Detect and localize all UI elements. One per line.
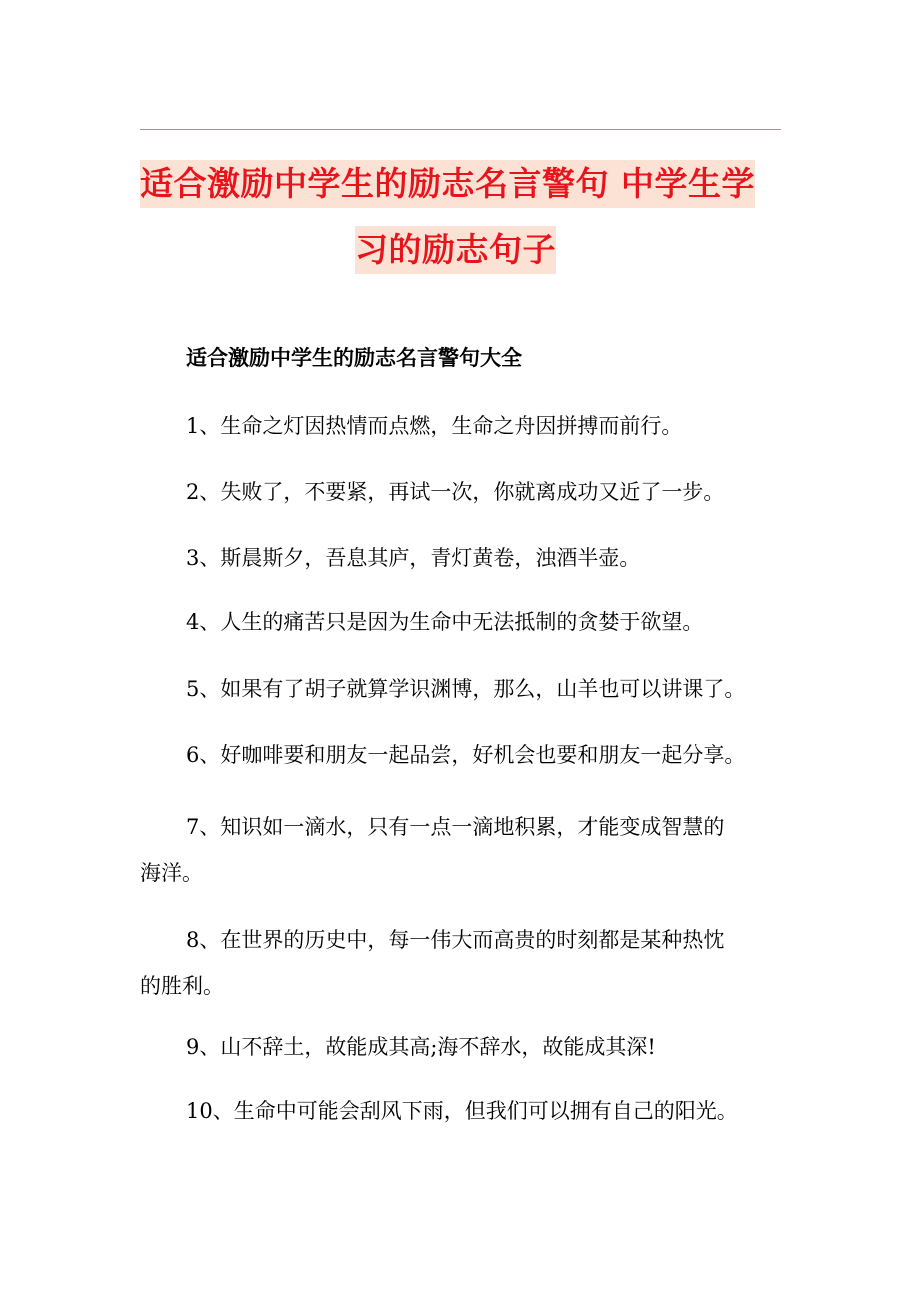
quote-text: 1、生命之灯因热情而点燃，生命之舟因拼搏而前行。 — [186, 414, 683, 438]
quote-text-continued: 的胜利。 — [140, 974, 224, 998]
quote-text: 6、好咖啡要和朋友一起品尝，好机会也要和朋友一起分享。 — [186, 743, 746, 767]
quote-text: 8、在世界的历史中，每一伟大而高贵的时刻都是某种热忱 — [186, 928, 725, 952]
quote-item-4 — [140, 608, 785, 636]
quote-text: 3、斯晨斯夕，吾息其庐，青灯黄卷，浊酒半壶。 — [186, 546, 641, 570]
quote-text: 2、失败了，不要紧，再试一次，你就离成功又近了一步。 — [186, 480, 725, 504]
document-title-line-1: 适合激励中学生的励志名言警句 中学生学 — [140, 160, 755, 208]
quote-item-1 — [140, 412, 785, 440]
quote-item-5 — [140, 675, 785, 703]
quote-item-3 — [140, 544, 785, 572]
quote-text: 4、人生的痛苦只是因为生命中无法抵制的贪婪于欲望。 — [186, 610, 704, 634]
quote-item-7 — [140, 804, 785, 896]
quote-text: 9、山不辞土，故能成其高;海不辞水，故能成其深! — [186, 1035, 656, 1059]
quote-item-10 — [140, 1097, 785, 1125]
header-rule — [140, 129, 781, 130]
quote-item-8 — [140, 917, 785, 1009]
quote-text: 10、生命中可能会刮风下雨，但我们可以拥有自己的阳光。 — [186, 1099, 738, 1123]
quote-item-2 — [140, 478, 785, 506]
quote-text: 5、如果有了胡子就算学识渊博，那么，山羊也可以讲课了。 — [186, 677, 746, 701]
section-heading: 适合激励中学生的励志名言警句大全 — [186, 345, 522, 370]
quote-item-6 — [140, 741, 785, 769]
quote-text: 7、知识如一滴水，只有一点一滴地积累，才能变成智慧的 — [186, 815, 725, 839]
quote-item-9 — [140, 1033, 785, 1061]
quote-text-continued: 海洋。 — [140, 861, 203, 885]
document-title-line-2: 习的励志句子 — [355, 226, 556, 274]
